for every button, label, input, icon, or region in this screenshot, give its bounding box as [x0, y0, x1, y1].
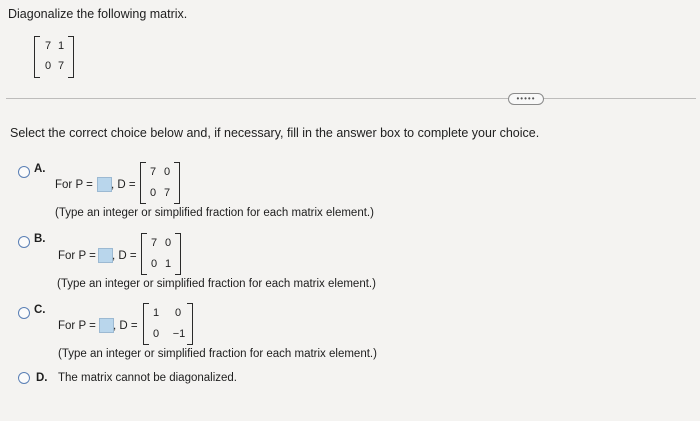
matrix-cell: 1 [164, 258, 172, 270]
right-bracket [174, 162, 180, 204]
instruction-text: Select the correct choice below and, if necessary, fill in the answer box to complete your choice. [10, 126, 540, 140]
matrix-cell: 7 [150, 237, 158, 249]
matrix-cell: 7 [57, 60, 65, 72]
matrix-cell: 7 [44, 40, 52, 52]
question-prompt: Diagonalize the following matrix. [8, 7, 188, 21]
right-bracket [68, 36, 74, 78]
option-a-d-label: , D = [111, 179, 136, 191]
matrix-cell: 7 [149, 166, 157, 178]
option-c-for-p: For P = [58, 320, 96, 332]
matrix-cell: 1 [152, 307, 160, 319]
option-d-text: The matrix cannot be diagonalized. [58, 372, 237, 384]
option-b-letter: B. [34, 233, 46, 245]
option-c-letter: C. [34, 304, 46, 316]
right-bracket [175, 233, 181, 275]
matrix-cell: 0 [174, 307, 182, 319]
option-a-letter: A. [34, 163, 46, 175]
matrix-cell: 1 [57, 40, 65, 52]
question-matrix [34, 36, 74, 78]
option-c-d-label: , D = [113, 320, 138, 332]
matrix-cell: 7 [163, 187, 171, 199]
option-a-for-p: For P = [55, 179, 93, 191]
option-c-d-matrix [143, 303, 193, 345]
option-c-note: (Type an integer or simplified fraction for each matrix element.) [58, 348, 377, 360]
matrix-cell: 0 [163, 166, 171, 178]
section-divider [6, 98, 696, 99]
matrix-cell: 0 [44, 60, 52, 72]
option-b-radio[interactable] [18, 236, 30, 248]
matrix-cell: 0 [149, 187, 157, 199]
option-a-p-answer-box[interactable] [97, 177, 112, 192]
matrix-cell: 0 [150, 258, 158, 270]
option-b-p-answer-box[interactable] [98, 248, 113, 263]
left-bracket [34, 36, 40, 78]
option-a-note: (Type an integer or simplified fraction for each matrix element.) [55, 207, 374, 219]
matrix-cell: 0 [164, 237, 172, 249]
option-b-for-p: For P = [58, 250, 96, 262]
more-button[interactable]: ••••• [508, 93, 544, 105]
option-b-note: (Type an integer or simplified fraction for each matrix element.) [57, 278, 376, 290]
option-d-radio[interactable] [18, 372, 30, 384]
option-d-letter: D. [36, 372, 48, 384]
option-b-d-matrix [141, 233, 181, 275]
option-a-radio[interactable] [18, 166, 30, 178]
matrix-cell: −1 [172, 328, 186, 340]
option-a-d-matrix [140, 162, 180, 204]
matrix-cell: 0 [152, 328, 160, 340]
option-b-d-label: , D = [112, 250, 137, 262]
option-c-p-answer-box[interactable] [99, 318, 114, 333]
option-c-radio[interactable] [18, 307, 30, 319]
